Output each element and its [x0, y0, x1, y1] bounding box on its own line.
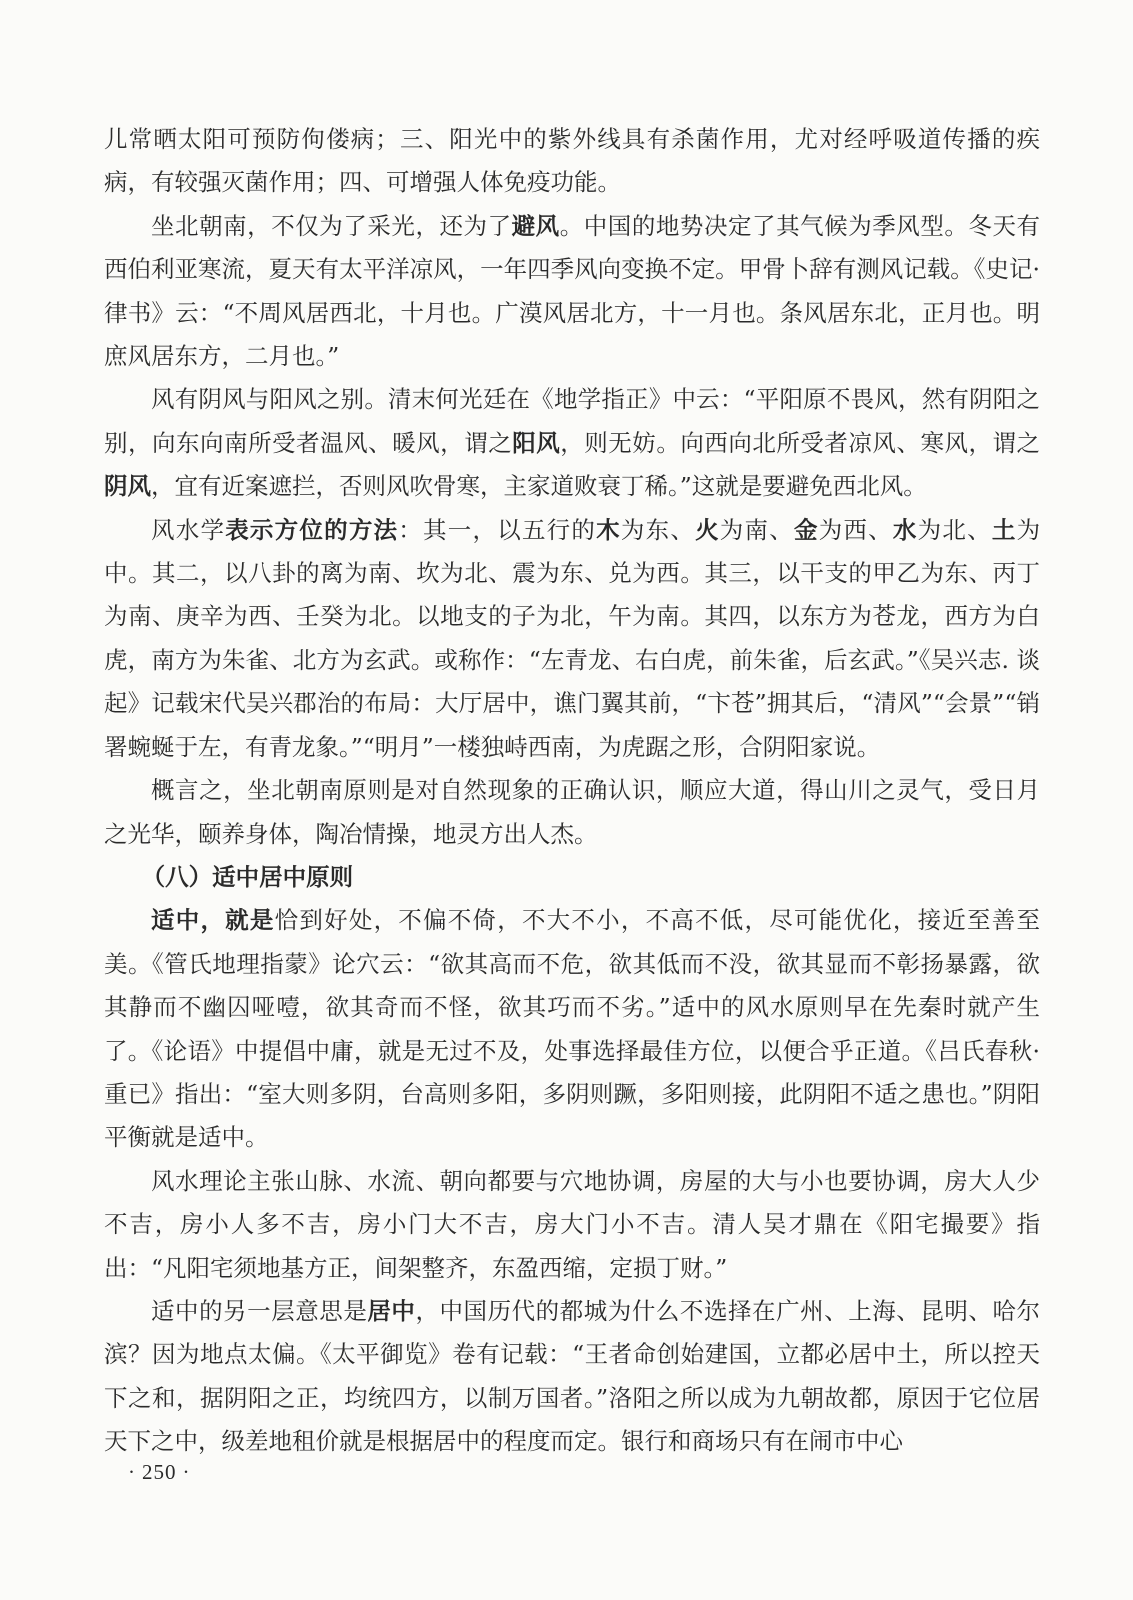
text-run: 风水学	[151, 515, 226, 544]
bold-term: 火	[695, 515, 720, 544]
bold-term: 适中，就是	[151, 906, 275, 935]
text-run: 儿常晒太阳可预防佝偻病；三、阳光中的紫外线具有杀菌作用，尤对经呼吸道传播的疾病，有较强灭菌作用；四、可增强人体免疫功能。	[104, 125, 1040, 197]
bold-term: 阳风	[512, 428, 561, 457]
bold-term: 水	[892, 515, 918, 544]
text-run: ：其一，以五行的	[398, 515, 597, 544]
section-heading	[104, 856, 1040, 899]
paragraph	[104, 1290, 1040, 1464]
paragraph	[104, 899, 1040, 1159]
bold-term: 木	[596, 515, 621, 544]
bold-term: 避风	[511, 211, 560, 240]
text-run: 为东、	[620, 515, 696, 544]
text-run: 坐北朝南，不仅为了采光，还为了	[151, 211, 512, 240]
text-run: 风有阴风与阳风之别。清末何光廷在《地学指正》中云：“平阳原不畏风，然有阴阳之别，向东向南所受者温风、暖风，谓之	[104, 385, 1040, 457]
bold-term: 居中	[367, 1296, 416, 1325]
text-run: ，中国历代的都城为什么不选择在广州、上海、昆明、哈尔滨？因为地点太偏。《太平御览》卷有记载：“王者命创始建国，立都必居中土，所以控天下之和，据阴阳之正，均统四方，以制万国者。”洛阳之所以成为九朝故都，原因于它位居天下之中，级差地租价就是根据居中的程度而定。银行和商场只有在闹市中心	[104, 1296, 1041, 1456]
bold-term: 阴风	[104, 472, 151, 501]
paragraph	[104, 378, 1040, 508]
text-run: 风水理论主张山脉、水流、朝向都要与穴地协调，房屋的大与小也要协调，房大人少不吉，房小人多不吉，房小门大不吉，房大门小不吉。清人吴才鼎在《阳宅撮要》指出：“凡阳宅须地基方正，间架整齐，东盈西缩，定损丁财。”	[104, 1166, 1040, 1282]
page-number	[122, 1460, 197, 1485]
text-run: 为北、	[917, 515, 992, 544]
page-number-value: 250	[142, 1460, 177, 1484]
page-number-mark-right: ·	[182, 1460, 191, 1484]
paragraph	[104, 1160, 1040, 1290]
bold-term: 金	[793, 515, 819, 544]
text-run: 概言之，坐北朝南原则是对自然现象的正确认识，顺应大道，得山川之灵气，受日月之光华，颐养身体，陶冶情操，地灵方出人杰。	[104, 776, 1040, 848]
text-run: ，宜有近案遮拦，否则风吹骨寒，主家道败衰丁稀。”这就是要避免西北风。	[151, 472, 927, 501]
paragraph	[104, 118, 1040, 205]
paragraph	[104, 769, 1040, 856]
bold-term: 土	[991, 515, 1017, 544]
text-run: 。中国的地势决定了其气候为季风型。冬天有西伯利亚寒流，夏天有太平洋凉风，一年四季风向变换不定。甲骨卜辞有测风记载。《史记·律书》云：“不周风居西北，十月也。广漠风居北方，十一月也。条风居东北，正月也。明庶风居东方，二月也。”	[104, 211, 1041, 371]
paragraph	[104, 509, 1040, 769]
text-run: 为西、	[818, 515, 893, 544]
text-run: 为中。其二，以八卦的离为南、坎为北、震为东、兑为西。其三，以干支的甲乙为东、丙丁为南、庚辛为西、壬癸为北。以地支的子为北，午为南。其四，以东方为苍龙，西方为白虎，南方为朱雀、北方为玄武。或称作：“左青龙、右白虎，前朱雀，后玄武。”《吴兴志. 谈起》记载宋代吴兴郡治的布局：大厅居中，谯门翼其前，“卞苍”拥其后，“清风”“会景”“销署蜿蜒于左，有青龙象。”“明月”一楼独峙西南，为虎踞之形，合阴阳家说。	[104, 515, 1041, 761]
page-number-mark-left: ·	[128, 1460, 136, 1484]
text-run: 为南、	[719, 515, 794, 544]
bold-term: （八）适中居中原则	[141, 862, 354, 891]
page-body	[104, 118, 1040, 1464]
text-run: ，则无妨。向西向北所受者凉风、寒风，谓之	[560, 428, 1041, 457]
text-run: 适中的另一层意思是	[151, 1296, 368, 1325]
bold-term: 表示方位的方法	[225, 515, 399, 544]
text-run: 恰到好处，不偏不倚，不大不小，不高不低，尽可能优化，接近至善至美。《管氏地理指蒙》论穴云：“欲其高而不危，欲其低而不没，欲其显而不彰扬暴露，欲其静而不幽囚哑噎，欲其奇而不怪，欲其巧而不劣。”适中的风水原则早在先秦时就产生了。《论语》中提倡中庸，就是无过不及，处事选择最佳方位，以便合乎正道。《吕氏春秋·重已》指出：“室大则多阴，台高则多阳，多阴则蹶，多阳则接，此阴阳不适之患也。”阴阳平衡就是适中。	[104, 906, 1041, 1152]
paragraph	[104, 205, 1040, 379]
